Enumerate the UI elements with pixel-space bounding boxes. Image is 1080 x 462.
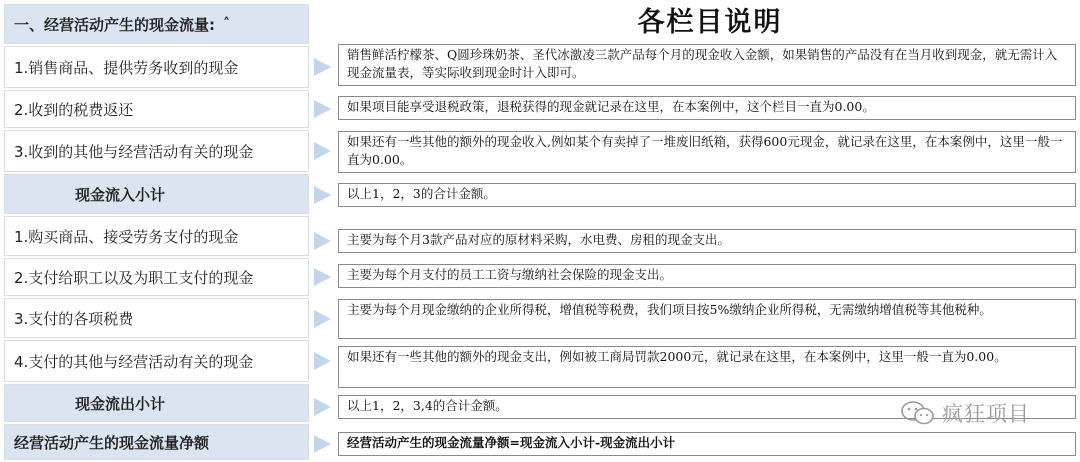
description-box: 如果还有一些其他的额外的现金收入,例如某个有卖掉了一堆废旧纸箱，获得600元现金，就记录在这里，在本案例中，这里一般一直为0.00。: [338, 131, 1076, 173]
row-label: 2.收到的税费返还: [4, 90, 309, 128]
description-box: 以上1，2，3,4的合计金额。: [338, 395, 1076, 419]
arrow-right-icon: [314, 58, 331, 76]
description-box: 如果项目能享受退税政策，退税获得的现金就记录在这里，在本案例中，这个栏目一直为0.00。: [338, 96, 1076, 120]
arrow-right-icon: [314, 435, 331, 453]
description-box: 主要为每个月支付的员工工资与缴纳社会保险的现金支出。: [338, 264, 1076, 288]
section-header-label: 一、经营活动产生的现金流量:: [14, 15, 215, 34]
arrow-right-icon: [314, 398, 331, 416]
description-box: 销售鲜活柠檬茶、Q圆珍珠奶茶、圣代冰激凌三款产品每个月的现金收入金额，如果销售的产品没有在当月收到现金，就无需计入现金流量表，等实际收到现金时计入即可。: [338, 44, 1076, 86]
subtotal-label: 现金流入小计: [4, 174, 309, 214]
arrow-right-icon: [314, 232, 331, 250]
arrow-right-icon: [314, 100, 331, 118]
net-total-label: 经营活动产生的现金流量净额: [4, 424, 309, 460]
arrow-right-icon: [314, 142, 331, 160]
left-column: [0, 0, 312, 462]
subtotal-label: 现金流出小计: [4, 384, 309, 422]
wechat-icon: [900, 400, 936, 426]
arrow-right-icon: [314, 352, 331, 370]
arrow-right-icon: [314, 186, 331, 204]
row-label: 3.收到的其他与经营活动有关的现金: [4, 130, 309, 172]
section-header[interactable]: [4, 4, 309, 44]
page-title: 各栏目说明: [637, 7, 783, 38]
description-box: 主要为每个月现金缴纳的企业所得税，增值税等税费，我们项目按5%缴纳企业所得税，无需缴纳增值税等其他税种。: [338, 299, 1076, 339]
description-box: 经营活动产生的现金流量净额=现金流入小计-现金流出小计: [338, 432, 1076, 456]
description-box: 以上1，2，3的合计金额。: [338, 183, 1076, 207]
row-label: 3.支付的各项税费: [4, 298, 309, 338]
row-label: 4.支付的其他与经营活动有关的现金: [4, 340, 309, 382]
row-label: 1.销售商品、提供劳务收到的现金: [4, 46, 309, 88]
chevron-up-icon[interactable]: ˄: [223, 16, 230, 32]
watermark: [900, 398, 1030, 428]
arrow-right-icon: [314, 268, 331, 286]
description-box: 如果还有一些其他的额外的现金支出，例如被工商局罚款2000元，就记录在这里，在本案例中，这里一般一直为0.00。: [338, 346, 1076, 388]
row-label: 2.支付给职工以及为职工支付的现金: [4, 258, 309, 296]
description-box: 主要为每个月3款产品对应的原材料采购，水电费、房租的现金支出。: [338, 229, 1076, 253]
arrow-right-icon: [314, 310, 331, 328]
watermark-text: 疯狂项目: [942, 402, 1030, 426]
row-label: 1.购买商品、接受劳务支付的现金: [4, 216, 309, 256]
